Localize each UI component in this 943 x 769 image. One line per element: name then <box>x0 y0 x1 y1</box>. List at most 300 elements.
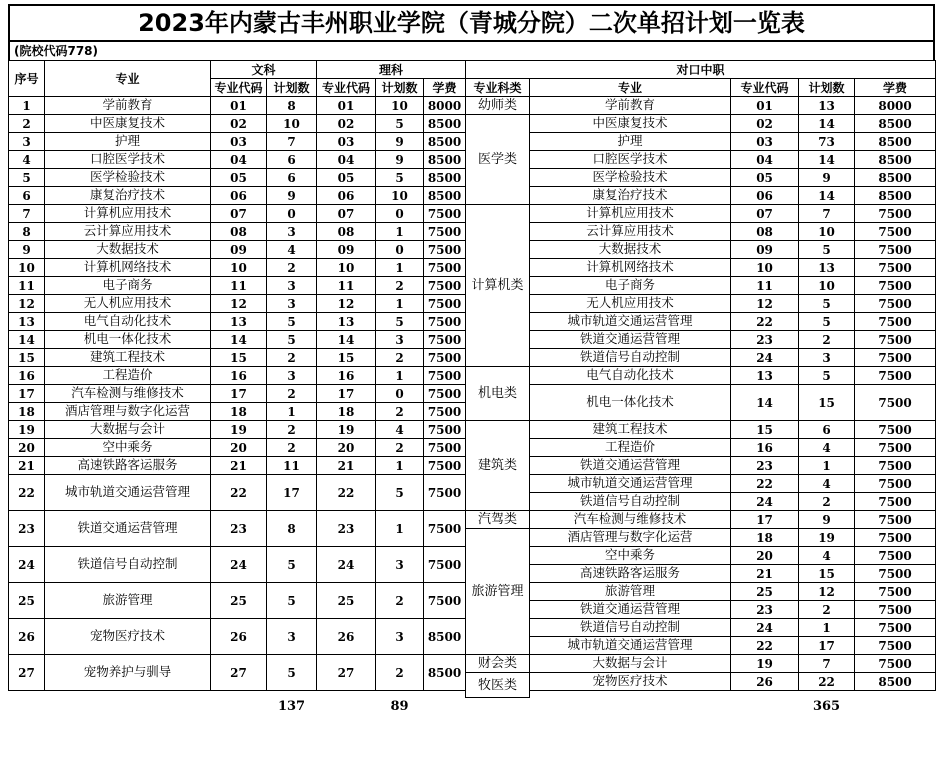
dk-plan: 6 <box>799 421 855 439</box>
dk-fee: 7500 <box>855 619 936 637</box>
row-lk-plan: 1 <box>376 223 424 241</box>
row-lk-plan: 3 <box>376 547 424 583</box>
row-lk-code: 20 <box>317 439 376 457</box>
row-lk-code: 18 <box>317 403 376 421</box>
row-lk-code: 13 <box>317 313 376 331</box>
dk-code: 14 <box>731 385 799 421</box>
dk-plan: 14 <box>799 151 855 169</box>
dk-fee: 7500 <box>855 259 936 277</box>
category-cell: 汽驾类 <box>466 511 530 529</box>
row-wk-plan: 3 <box>267 367 317 385</box>
row-seq: 24 <box>9 547 45 583</box>
row-wk-plan: 6 <box>267 151 317 169</box>
row-seq: 15 <box>9 349 45 367</box>
row-wk-code: 03 <box>211 133 267 151</box>
total-duikou: 365 <box>812 699 841 715</box>
row-major: 机电一体化技术 <box>45 331 211 349</box>
dk-plan: 14 <box>799 115 855 133</box>
row-wk-code: 15 <box>211 349 267 367</box>
row-lk-plan: 3 <box>376 331 424 349</box>
row-fee: 7500 <box>424 223 466 241</box>
row-lk-code: 25 <box>317 583 376 619</box>
row-major: 铁道信号自动控制 <box>45 547 211 583</box>
row-fee: 7500 <box>424 367 466 385</box>
row-lk-plan: 1 <box>376 457 424 475</box>
dk-major: 大数据与会计 <box>530 655 731 673</box>
dk-fee: 8500 <box>855 133 936 151</box>
row-fee: 7500 <box>424 403 466 421</box>
dk-plan: 9 <box>799 511 855 529</box>
row-lk-code: 06 <box>317 187 376 205</box>
dk-code: 22 <box>731 313 799 331</box>
dk-major: 护理 <box>530 133 731 151</box>
row-major: 无人机应用技术 <box>45 295 211 313</box>
row-wk-plan: 7 <box>267 133 317 151</box>
row-wk-code: 17 <box>211 385 267 403</box>
row-seq: 8 <box>9 223 45 241</box>
dk-code: 11 <box>731 277 799 295</box>
row-major: 云计算应用技术 <box>45 223 211 241</box>
row-major: 康复治疗技术 <box>45 187 211 205</box>
dk-code: 23 <box>731 331 799 349</box>
dk-code: 25 <box>731 583 799 601</box>
row-wk-plan: 2 <box>267 259 317 277</box>
row-fee: 8500 <box>424 151 466 169</box>
dk-code: 23 <box>731 601 799 619</box>
header-dk-fee: 学费 <box>855 79 936 97</box>
dk-fee: 7500 <box>855 547 936 565</box>
totals-spacer-lk <box>317 698 376 717</box>
dk-fee: 8500 <box>855 115 936 133</box>
row-lk-code: 17 <box>317 385 376 403</box>
row-wk-plan: 17 <box>267 475 317 511</box>
dk-major: 铁道信号自动控制 <box>530 619 731 637</box>
row-lk-plan: 2 <box>376 277 424 295</box>
row-lk-plan: 5 <box>376 169 424 187</box>
dk-code: 22 <box>731 637 799 655</box>
dk-plan: 5 <box>799 241 855 259</box>
header-dk-code: 专业代码 <box>731 79 799 97</box>
row-seq: 26 <box>9 619 45 655</box>
row-wk-code: 20 <box>211 439 267 457</box>
row-wk-code: 14 <box>211 331 267 349</box>
header-wk-plan: 计划数 <box>267 79 317 97</box>
row-seq: 17 <box>9 385 45 403</box>
dk-fee: 7500 <box>855 223 936 241</box>
dk-major: 建筑工程技术 <box>530 421 731 439</box>
row-major: 铁道交通运营管理 <box>45 511 211 547</box>
row-lk-code: 21 <box>317 457 376 475</box>
row-fee: 7500 <box>424 241 466 259</box>
row-fee: 8500 <box>424 187 466 205</box>
table-row <box>9 511 936 529</box>
row-wk-plan: 2 <box>267 349 317 367</box>
dk-plan: 10 <box>799 277 855 295</box>
row-wk-plan: 1 <box>267 403 317 421</box>
spacer <box>9 691 936 698</box>
category-cell: 牧医类 <box>466 673 530 698</box>
row-fee: 7500 <box>424 295 466 313</box>
row-seq: 22 <box>9 475 45 511</box>
school-code: (院校代码778) <box>8 42 935 60</box>
dk-plan: 4 <box>799 547 855 565</box>
row-wk-code: 11 <box>211 277 267 295</box>
category-cell: 计算机类 <box>466 205 530 367</box>
dk-code: 18 <box>731 529 799 547</box>
row-major: 空中乘务 <box>45 439 211 457</box>
row-lk-plan: 2 <box>376 655 424 691</box>
row-lk-plan: 9 <box>376 133 424 151</box>
row-seq: 2 <box>9 115 45 133</box>
row-fee: 7500 <box>424 385 466 403</box>
row-fee: 8500 <box>424 655 466 691</box>
dk-major: 电子商务 <box>530 277 731 295</box>
dk-plan: 13 <box>799 259 855 277</box>
dk-code: 03 <box>731 133 799 151</box>
row-wk-plan: 3 <box>267 277 317 295</box>
totals-spacer-1 <box>9 698 211 717</box>
enrollment-plan-table <box>8 60 936 716</box>
dk-plan: 2 <box>799 601 855 619</box>
dk-major: 酒店管理与数字化运营 <box>530 529 731 547</box>
dk-code: 07 <box>731 205 799 223</box>
row-major: 电气自动化技术 <box>45 313 211 331</box>
dk-code: 26 <box>731 673 799 691</box>
category-cell: 财会类 <box>466 655 530 673</box>
row-lk-code: 02 <box>317 115 376 133</box>
row-lk-code: 09 <box>317 241 376 259</box>
row-wk-plan: 3 <box>267 295 317 313</box>
dk-plan: 2 <box>799 331 855 349</box>
dk-plan: 19 <box>799 529 855 547</box>
row-seq: 11 <box>9 277 45 295</box>
dk-code: 01 <box>731 97 799 115</box>
row-wk-plan: 2 <box>267 439 317 457</box>
dk-plan: 12 <box>799 583 855 601</box>
dk-code: 20 <box>731 547 799 565</box>
dk-plan: 7 <box>799 205 855 223</box>
row-major: 口腔医学技术 <box>45 151 211 169</box>
dk-plan: 13 <box>799 97 855 115</box>
header-lk-plan: 计划数 <box>376 79 424 97</box>
row-major: 宠物医疗技术 <box>45 619 211 655</box>
row-major: 护理 <box>45 133 211 151</box>
row-lk-plan: 5 <box>376 313 424 331</box>
category-cell: 幼师类 <box>466 97 530 115</box>
header-lk-code: 专业代码 <box>317 79 376 97</box>
row-major: 酒店管理与数字化运营 <box>45 403 211 421</box>
row-lk-code: 05 <box>317 169 376 187</box>
row-fee: 7500 <box>424 205 466 223</box>
dk-major: 医学检验技术 <box>530 169 731 187</box>
row-wk-code: 25 <box>211 583 267 619</box>
dk-plan: 1 <box>799 619 855 637</box>
row-lk-code: 19 <box>317 421 376 439</box>
dk-major: 汽车检测与维修技术 <box>530 511 731 529</box>
dk-major: 旅游管理 <box>530 583 731 601</box>
row-lk-code: 27 <box>317 655 376 691</box>
row-lk-code: 01 <box>317 97 376 115</box>
dk-code: 23 <box>731 457 799 475</box>
row-wk-code: 01 <box>211 97 267 115</box>
dk-plan: 10 <box>799 223 855 241</box>
header-major: 专业 <box>45 61 211 97</box>
dk-fee: 7500 <box>855 313 936 331</box>
row-fee: 7500 <box>424 439 466 457</box>
row-wk-code: 27 <box>211 655 267 691</box>
row-fee: 7500 <box>424 547 466 583</box>
dk-major: 城市轨道交通运营管理 <box>530 475 731 493</box>
dk-plan: 2 <box>799 493 855 511</box>
row-wk-code: 23 <box>211 511 267 547</box>
dk-plan: 9 <box>799 169 855 187</box>
dk-code: 15 <box>731 421 799 439</box>
dk-plan: 73 <box>799 133 855 151</box>
row-fee: 7500 <box>424 457 466 475</box>
row-lk-plan: 2 <box>376 439 424 457</box>
row-major: 工程造价 <box>45 367 211 385</box>
dk-fee: 7500 <box>855 529 936 547</box>
row-wk-code: 13 <box>211 313 267 331</box>
dk-fee: 7500 <box>855 565 936 583</box>
dk-fee: 7500 <box>855 385 936 421</box>
row-lk-plan: 1 <box>376 295 424 313</box>
row-fee: 7500 <box>424 313 466 331</box>
row-lk-code: 12 <box>317 295 376 313</box>
dk-fee: 7500 <box>855 475 936 493</box>
row-wk-code: 02 <box>211 115 267 133</box>
row-seq: 25 <box>9 583 45 619</box>
dk-plan: 5 <box>799 313 855 331</box>
dk-plan: 22 <box>799 673 855 691</box>
dk-major: 铁道交通运营管理 <box>530 331 731 349</box>
total-like: 89 <box>390 699 409 715</box>
row-seq: 1 <box>9 97 45 115</box>
dk-fee: 8500 <box>855 673 936 691</box>
dk-fee: 7500 <box>855 277 936 295</box>
row-wk-plan: 0 <box>267 205 317 223</box>
row-major: 中医康复技术 <box>45 115 211 133</box>
table-row <box>9 115 936 133</box>
dk-major: 宠物医疗技术 <box>530 673 731 691</box>
row-seq: 5 <box>9 169 45 187</box>
row-wk-code: 22 <box>211 475 267 511</box>
row-wk-plan: 9 <box>267 187 317 205</box>
row-lk-plan: 5 <box>376 115 424 133</box>
row-fee: 7500 <box>424 421 466 439</box>
dk-fee: 7500 <box>855 601 936 619</box>
dk-fee: 8500 <box>855 169 936 187</box>
row-wk-code: 18 <box>211 403 267 421</box>
row-wk-plan: 5 <box>267 331 317 349</box>
dk-plan: 17 <box>799 637 855 655</box>
row-lk-code: 24 <box>317 547 376 583</box>
row-fee: 8500 <box>424 115 466 133</box>
row-major: 计算机应用技术 <box>45 205 211 223</box>
row-major: 医学检验技术 <box>45 169 211 187</box>
row-lk-plan: 1 <box>376 259 424 277</box>
row-lk-code: 14 <box>317 331 376 349</box>
row-lk-code: 11 <box>317 277 376 295</box>
dk-code: 21 <box>731 565 799 583</box>
row-wk-code: 05 <box>211 169 267 187</box>
row-lk-code: 15 <box>317 349 376 367</box>
dk-code: 24 <box>731 349 799 367</box>
row-lk-code: 26 <box>317 619 376 655</box>
dk-plan: 7 <box>799 655 855 673</box>
dk-plan: 4 <box>799 439 855 457</box>
row-wk-code: 07 <box>211 205 267 223</box>
row-major: 电子商务 <box>45 277 211 295</box>
row-major: 大数据与会计 <box>45 421 211 439</box>
row-lk-code: 16 <box>317 367 376 385</box>
row-wk-plan: 10 <box>267 115 317 133</box>
row-seq: 3 <box>9 133 45 151</box>
dk-major: 口腔医学技术 <box>530 151 731 169</box>
dk-code: 12 <box>731 295 799 313</box>
dk-major: 电气自动化技术 <box>530 367 731 385</box>
dk-code: 19 <box>731 655 799 673</box>
row-seq: 14 <box>9 331 45 349</box>
dk-major: 无人机应用技术 <box>530 295 731 313</box>
row-major: 计算机网络技术 <box>45 259 211 277</box>
dk-fee: 7500 <box>855 583 936 601</box>
row-wk-plan: 2 <box>267 385 317 403</box>
dk-code: 06 <box>731 187 799 205</box>
dk-plan: 15 <box>799 385 855 421</box>
header-fee: 学费 <box>424 79 466 97</box>
row-wk-code: 08 <box>211 223 267 241</box>
row-wk-plan: 3 <box>267 223 317 241</box>
dk-major: 铁道交通运营管理 <box>530 601 731 619</box>
totals-spacer-2 <box>466 698 799 717</box>
dk-plan: 14 <box>799 187 855 205</box>
dk-plan: 3 <box>799 349 855 367</box>
row-fee: 7500 <box>424 259 466 277</box>
dk-major: 铁道信号自动控制 <box>530 349 731 367</box>
row-lk-plan: 10 <box>376 187 424 205</box>
dk-plan: 4 <box>799 475 855 493</box>
row-lk-code: 10 <box>317 259 376 277</box>
row-wk-code: 04 <box>211 151 267 169</box>
row-seq: 27 <box>9 655 45 691</box>
table-row <box>9 205 936 223</box>
row-fee: 7500 <box>424 475 466 511</box>
totals-spacer-wk <box>211 698 267 717</box>
totals-spacer-fee <box>424 698 466 717</box>
row-fee: 8500 <box>424 169 466 187</box>
row-seq: 19 <box>9 421 45 439</box>
row-wk-plan: 5 <box>267 547 317 583</box>
row-seq: 23 <box>9 511 45 547</box>
row-wk-code: 12 <box>211 295 267 313</box>
row-wk-plan: 4 <box>267 241 317 259</box>
row-wk-plan: 5 <box>267 655 317 691</box>
row-seq: 12 <box>9 295 45 313</box>
row-lk-plan: 4 <box>376 421 424 439</box>
dk-fee: 8500 <box>855 187 936 205</box>
dk-code: 17 <box>731 511 799 529</box>
dk-fee: 7500 <box>855 655 936 673</box>
row-wk-code: 09 <box>211 241 267 259</box>
row-seq: 21 <box>9 457 45 475</box>
row-major: 宠物养护与驯导 <box>45 655 211 691</box>
row-lk-plan: 0 <box>376 385 424 403</box>
dk-code: 13 <box>731 367 799 385</box>
dk-major: 学前教育 <box>530 97 731 115</box>
dk-fee: 7500 <box>855 241 936 259</box>
row-wk-plan: 5 <box>267 313 317 331</box>
row-lk-plan: 5 <box>376 475 424 511</box>
dk-major: 中医康复技术 <box>530 115 731 133</box>
row-fee: 8500 <box>424 619 466 655</box>
dk-code: 05 <box>731 169 799 187</box>
dk-major: 高速铁路客运服务 <box>530 565 731 583</box>
spacer-row <box>9 691 936 698</box>
dk-major: 工程造价 <box>530 439 731 457</box>
header-dk-plan: 计划数 <box>799 79 855 97</box>
row-seq: 10 <box>9 259 45 277</box>
dk-major: 空中乘务 <box>530 547 731 565</box>
category-cell: 建筑类 <box>466 421 530 511</box>
dk-major: 铁道交通运营管理 <box>530 457 731 475</box>
row-lk-plan: 0 <box>376 205 424 223</box>
row-lk-code: 22 <box>317 475 376 511</box>
row-fee: 7500 <box>424 349 466 367</box>
row-seq: 6 <box>9 187 45 205</box>
row-wk-plan: 8 <box>267 511 317 547</box>
header-like: 理科 <box>317 61 466 79</box>
dk-fee: 7500 <box>855 295 936 313</box>
total-wenke: 137 <box>277 699 306 715</box>
row-major: 城市轨道交通运营管理 <box>45 475 211 511</box>
row-lk-plan: 1 <box>376 511 424 547</box>
row-lk-plan: 1 <box>376 367 424 385</box>
row-major: 大数据技术 <box>45 241 211 259</box>
totals-row <box>9 698 936 717</box>
table-row <box>9 367 936 385</box>
row-lk-plan: 9 <box>376 151 424 169</box>
category-cell: 医学类 <box>466 115 530 205</box>
header-wk-code: 专业代码 <box>211 79 267 97</box>
row-fee: 8000 <box>424 97 466 115</box>
row-major: 旅游管理 <box>45 583 211 619</box>
row-lk-plan: 2 <box>376 349 424 367</box>
header-category: 专业科类 <box>466 79 530 97</box>
dk-major: 城市轨道交通运营管理 <box>530 313 731 331</box>
dk-code: 24 <box>731 619 799 637</box>
row-wk-code: 21 <box>211 457 267 475</box>
row-wk-plan: 3 <box>267 619 317 655</box>
row-wk-code: 24 <box>211 547 267 583</box>
row-major: 学前教育 <box>45 97 211 115</box>
header-seq: 序号 <box>9 61 45 97</box>
page-title: 2023年内蒙古丰州职业学院（青城分院）二次单招计划一览表 <box>8 4 935 42</box>
row-seq: 16 <box>9 367 45 385</box>
dk-fee: 7500 <box>855 367 936 385</box>
row-seq: 18 <box>9 403 45 421</box>
row-wk-code: 19 <box>211 421 267 439</box>
header-major2: 专业 <box>530 79 731 97</box>
header-row-1 <box>9 61 936 79</box>
dk-plan: 1 <box>799 457 855 475</box>
row-seq: 4 <box>9 151 45 169</box>
row-major: 汽车检测与维修技术 <box>45 385 211 403</box>
row-wk-plan: 5 <box>267 583 317 619</box>
row-fee: 7500 <box>424 277 466 295</box>
dk-fee: 8500 <box>855 151 936 169</box>
dk-fee: 7500 <box>855 205 936 223</box>
